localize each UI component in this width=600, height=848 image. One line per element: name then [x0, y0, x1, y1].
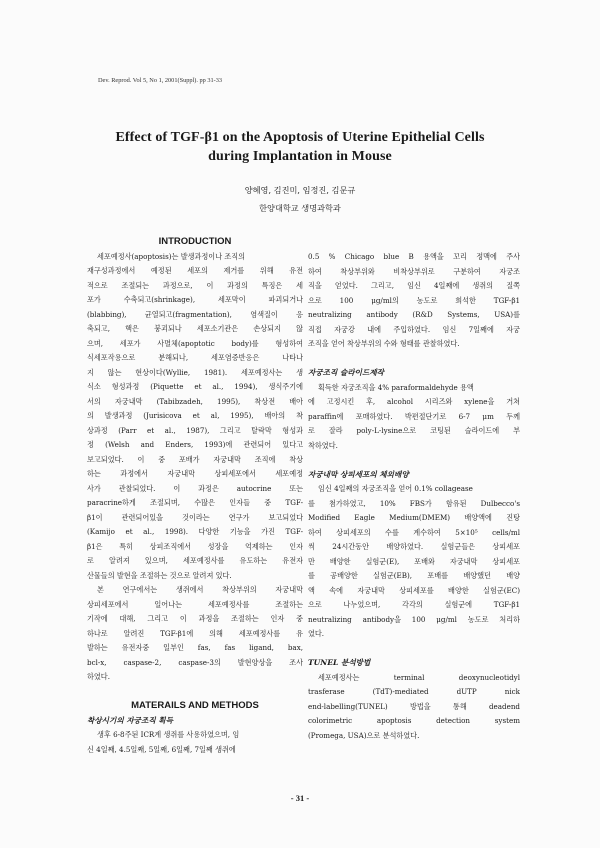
text-line: 0.5 % Chicago blue B 용액을 꼬리 정맥에 주사 [308, 252, 520, 261]
text-line: end-labelling(TUNEL) 방법을 통해 deadend [308, 701, 520, 711]
text-line: 하여 상피세포의 수를 계수하여 5×10⁵ cells/ml [308, 527, 520, 537]
section-heading: INTRODUCTION [158, 236, 232, 247]
text-line: (Promega, USA)으로 분석하였다. [308, 730, 420, 740]
text-line: 로 잘라 poly-L-lysine으로 코팅된 슬라이드에 부 [308, 426, 520, 435]
author-list: 양혜영, 김진미, 임정진, 김문규 [244, 185, 356, 195]
text-line: 세포예정사(apoptosis)는 발생과정이나 조직의 [97, 251, 246, 261]
text-line: β1은 특히 상피조직에서 성장을 억제하는 인자 [87, 541, 303, 551]
text-line: 포가 수축되고(shrinkage), 세포막이 파괴되거나 [87, 295, 303, 304]
text-line: 산물들의 발현을 조절하는 것으로 알려져 있다. [87, 570, 232, 580]
text-line: 조직을 얻어 착상부위의 수와 형태를 관찰하였다. [308, 339, 460, 348]
right-column [308, 250, 520, 743]
text-line: 하여 착상부위와 비착상부위로 구분하여 자궁조 [308, 266, 520, 276]
text-line: 상피세포에서 일어나는 세포예정사를 조절하는 [87, 599, 303, 609]
section-heading: MATERAILS AND METHODS [131, 700, 259, 711]
text-line: 의 발생과정 (Jurisicova et al, 1995), 배아의 착 [87, 411, 303, 420]
subsection-heading: 자궁조직 슬라이드제작 [308, 368, 384, 377]
text-line: β1이 관련되어있을 것이라는 연구가 보고되었다 [87, 512, 303, 522]
text-line: 세포예정사는 terminal deoxynucleotidyl [318, 672, 520, 682]
text-line: 하나로 알려진 TGF-β1에 의해 세포예정사를 유 [87, 628, 303, 638]
subsection-heading: 착상시기의 자궁조직 획득 [87, 715, 173, 725]
text-line: 식세포작용으로 분해되나, 세포염증반응은 나타나 [87, 353, 303, 362]
text-line: 식소 형성과정 (Piquette et al., 1994), 생식주기에 [87, 382, 303, 391]
text-line: 지 않는 현상이다(Wyllie, 1981). 세포예정사는 생 [87, 367, 303, 377]
text-line: 를 첨가하였고, 10% FBS가 함유된 Dulbecco's [308, 498, 520, 508]
text-line: 하였다. [87, 672, 110, 681]
text-line: 였다. [308, 629, 325, 638]
text-line: Modified Eagle Medium(DMEM) 배양액에 진탕 [308, 513, 520, 522]
left-column [87, 235, 303, 757]
text-line: 적으로 조절되는 과정으로, 이 과정의 특징은 세 [87, 280, 303, 290]
text-line: 로 알려져 있으며, 세포예정사를 유도하는 유전자 [87, 556, 303, 565]
journal-reference: Dev. Reprod. Vol 5, No 1, 2001(Suppl). pp 31-33 [98, 77, 223, 84]
text-line: 신 4일째, 4.5일째, 5일째, 6일째, 7일째 생쥐에 [87, 744, 236, 754]
text-line: bcl-x, caspase-2, caspase-3의 발현양상을 조사 [87, 657, 303, 667]
text-line: trasferase (TdT)-mediated dUTP nick [308, 687, 520, 696]
text-line: 직접 자궁강 내에 주입하였다. 임신 7일째에 자궁 [308, 324, 520, 334]
paper-title-line-2: during Implantation in Mouse [208, 149, 392, 164]
text-line: 생후 6-8주된 ICR계 생쥐를 사용하였으며, 임 [97, 730, 240, 739]
subsection-heading: TUNEL 분석방법 [308, 658, 371, 667]
text-line: 서의 자궁내막 (Tabibzadeh, 1995), 착상전 배아 [87, 396, 303, 406]
blank-line [308, 352, 520, 367]
text-line: 직을 얻었다. 그리고, 임신 4일째에 생쥐의 질쪽 [308, 281, 520, 290]
text-line: 상과정 (Parr et al., 1987), 그리고 탈락막 형성과 [87, 425, 303, 435]
page-number: - 31 - [290, 793, 310, 803]
text-line: 에 고정시킨 후, alcohol 시리즈와 xylene을 거쳐 [308, 397, 520, 406]
text-line: 으며, 세포가 사멸체(apoptotic body)를 형성하여 [87, 338, 303, 348]
text-line: 보고되었다. 이 중 포배가 자궁내막 조직에 착상 [87, 454, 303, 464]
text-line: 만 배양한 실험군(E), 포배와 자궁내막 상피세포 [308, 556, 520, 566]
text-line: colorimetric apoptosis detection system [308, 716, 520, 725]
blank-line [87, 685, 303, 700]
text-line: 임신 4일째의 자궁조직을 얻어 0.1% collagease [318, 484, 473, 493]
text-line: paracrine하게 조절되며, 수많은 인자들 중 TGF- [87, 498, 303, 507]
subsection-heading: 자궁내막 상피세포의 체외배양 [308, 469, 409, 479]
text-line: 획득한 자궁조직을 4% paraformaldehyde 용액 [318, 382, 474, 392]
blank-line [308, 453, 520, 468]
text-line: (blabbing), 균열되고(fragmentation), 염색질이 응 [87, 309, 303, 319]
text-line: 하는 과정에서 자궁내막 상피세포에서 세포예정 [87, 469, 303, 478]
text-line: 발하는 유전자중 일부인 fas, fas ligand, bax, [87, 643, 303, 652]
text-line: 씩 24시간동안 배양하였다. 실험군들은 상피세포 [308, 542, 520, 551]
text-line: 재구성과정에서 예정된 세포의 제거를 위해 유전 [87, 266, 303, 275]
affiliation: 한양대학교 생명과학과 [259, 203, 341, 213]
paper-title-line-1: Effect of TGF-β1 on the Apoptosis of Uterine Epithelial Cells [115, 130, 485, 145]
text-line: 착하였다. [308, 440, 338, 450]
text-line: neutralizing antibody을 100 μg/ml 농도로 처리하 [308, 614, 520, 624]
text-line: paraffin에 포매하였다. 박편절단기로 6-7 μm 두께 [308, 411, 520, 421]
text-line: 기작에 대해, 그리고 이 과정을 조절하는 인자 중 [87, 614, 303, 623]
text-line: 본 연구에서는 생쥐에서 착상부위의 자궁내막 [97, 585, 303, 594]
text-line: (Kamijo et al., 1998). 다양한 기능을 가진 TGF- [87, 527, 303, 536]
text-line: 정 (Welsh and Enders, 1993)에 관련되어 있다고 [87, 440, 303, 449]
text-line: 으로 100 μg/ml의 농도로 희석한 TGF-β1 [308, 295, 520, 305]
blank-line [308, 642, 520, 657]
text-line: 축되고, 핵은 붕괴되나 세포소기관은 손상되지 않 [87, 324, 303, 333]
text-line: 사가 관찰되었다. 이 과정은 autocrine 또는 [87, 483, 303, 493]
text-line: 를 공배양한 실험군(EB), 포배를 배양했던 배양 [308, 571, 520, 580]
text-line: neutralizing antibody (R&D Systems, USA)를 [308, 310, 520, 319]
text-line: 액 속에 자궁내막 상피세포를 배양한 실험군(EC) [308, 585, 520, 595]
text-line: 으로 나누었으며, 각각의 실험군에 TGF-β1 [308, 600, 520, 609]
